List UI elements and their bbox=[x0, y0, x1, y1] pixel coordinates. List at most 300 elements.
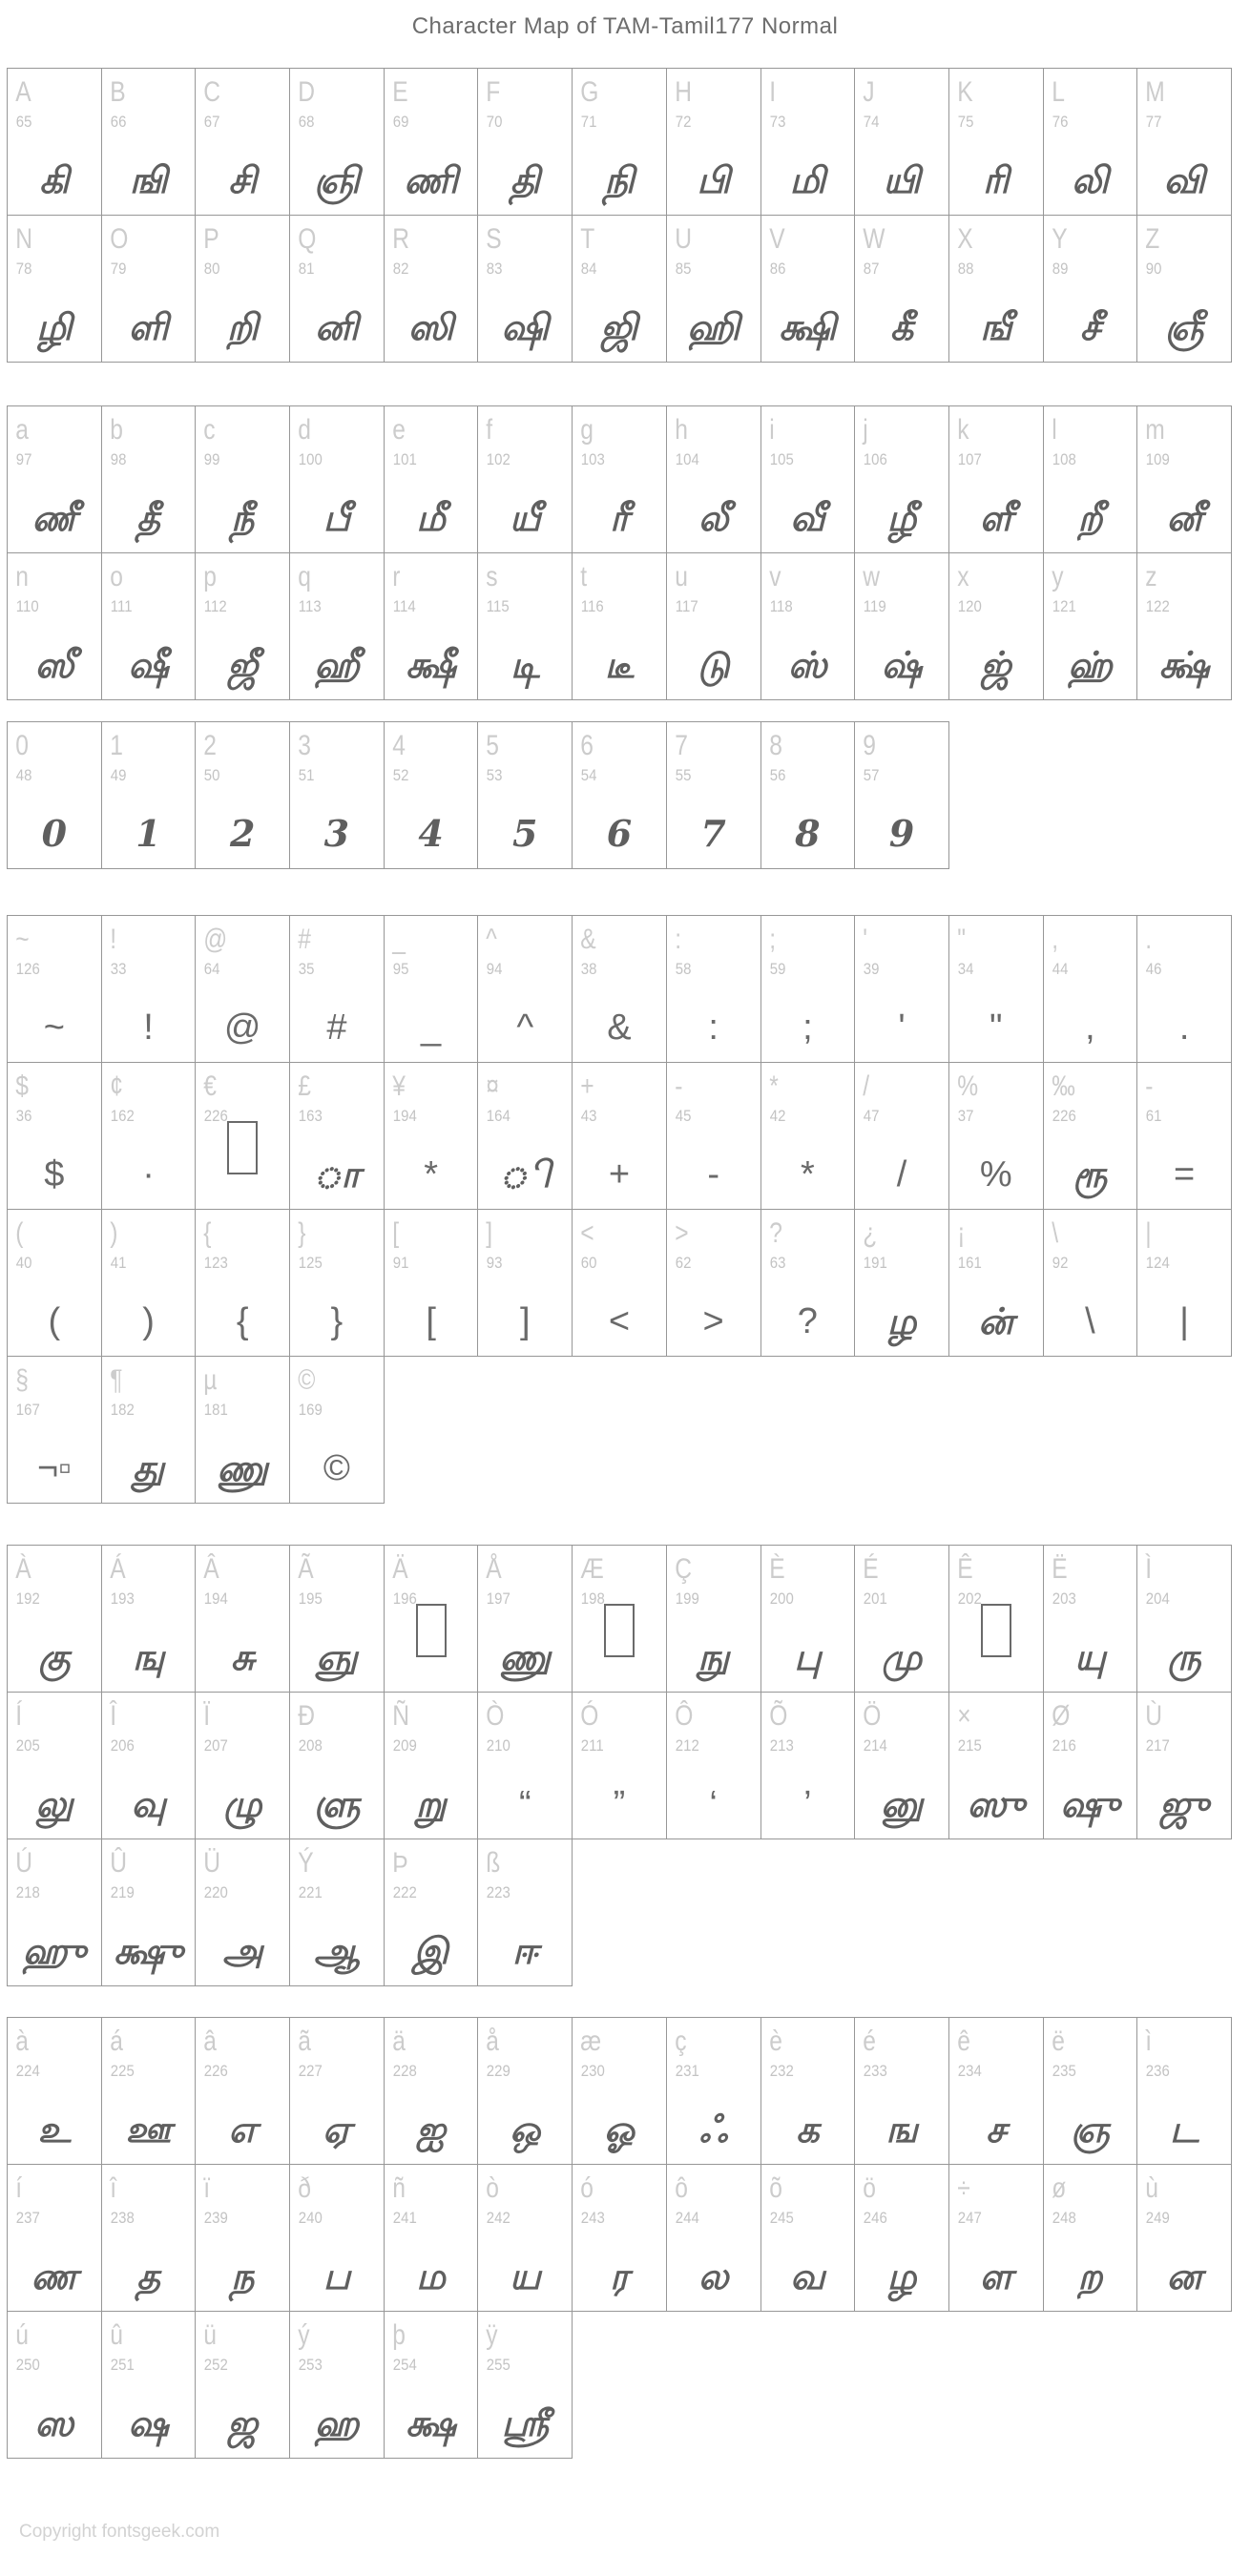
cell-char-label: > bbox=[675, 1217, 689, 1249]
cell-char-label: õ bbox=[768, 2172, 782, 2204]
cell-glyph: ஞு bbox=[316, 1635, 358, 1678]
charmap-cell bbox=[854, 2164, 949, 2312]
cell-code: 109 bbox=[1146, 450, 1171, 468]
cell-glyph: ஹு bbox=[22, 1929, 86, 1972]
charmap-cell bbox=[1043, 1209, 1138, 1357]
charmap-cell bbox=[7, 68, 102, 216]
charmap-cell bbox=[7, 1692, 102, 1839]
cell-code: 108 bbox=[1052, 450, 1076, 468]
cell-glyph: சு bbox=[230, 1635, 255, 1678]
cell-glyph: சீ bbox=[1079, 305, 1100, 348]
cell-code: 61 bbox=[1146, 1107, 1162, 1125]
grid-row bbox=[7, 915, 1250, 1063]
charmap-cell bbox=[101, 1209, 197, 1357]
cell-code: 59 bbox=[769, 960, 785, 978]
cell-glyph: நீ bbox=[231, 496, 255, 539]
cell-char-label: â bbox=[203, 2025, 218, 2057]
charmap-cell bbox=[572, 1545, 667, 1693]
charmap-cell bbox=[948, 1062, 1044, 1210]
cell-code: 90 bbox=[1146, 260, 1162, 278]
cell-code: 62 bbox=[675, 1254, 692, 1272]
charmap-cell bbox=[101, 215, 197, 363]
cell-glyph: ணு bbox=[217, 1446, 268, 1489]
cell-glyph: ழி bbox=[36, 305, 73, 348]
cell-code: 99 bbox=[204, 450, 220, 468]
charmap-cell bbox=[7, 1839, 102, 1986]
cell-char-label: ó bbox=[580, 2172, 594, 2204]
cell-code: 226 bbox=[204, 1107, 229, 1125]
cell-char-label: o bbox=[109, 561, 123, 592]
cell-glyph: யீ bbox=[509, 496, 541, 539]
charmap-cell bbox=[384, 915, 479, 1063]
cell-char-label: È bbox=[768, 1553, 785, 1585]
cell-char-label: U bbox=[675, 223, 692, 255]
cell-code: 110 bbox=[15, 597, 39, 615]
cell-code: 92 bbox=[1052, 1254, 1069, 1272]
cell-code: 238 bbox=[110, 2209, 135, 2227]
cell-code: 121 bbox=[1052, 597, 1076, 615]
charmap-cell bbox=[289, 2017, 385, 2165]
cell-char-label: Ø bbox=[1051, 1700, 1070, 1732]
cell-char-label: Y bbox=[1051, 223, 1068, 255]
cell-code: 229 bbox=[487, 2062, 511, 2080]
cell-code: 199 bbox=[675, 1589, 699, 1608]
cell-char-label: Ì bbox=[1145, 1553, 1153, 1585]
cell-glyph: ஜி bbox=[600, 305, 638, 348]
cell-code: 78 bbox=[15, 260, 32, 278]
cell-glyph: ¬▫ bbox=[37, 1448, 72, 1488]
cell-glyph: டீ bbox=[604, 643, 635, 686]
cell-glyph: ஒ bbox=[510, 2108, 541, 2150]
cell-char-label: Ë bbox=[1051, 1553, 1068, 1585]
grid-row bbox=[7, 2165, 1250, 2312]
grid-row bbox=[7, 1210, 1250, 1357]
cell-char-label: Å bbox=[486, 1553, 503, 1585]
cell-code: 162 bbox=[110, 1107, 135, 1125]
charmap-cell bbox=[1136, 2017, 1232, 2165]
cell-glyph: ஜு bbox=[1159, 1782, 1209, 1825]
cell-code: 206 bbox=[110, 1736, 135, 1755]
cell-code: 103 bbox=[580, 450, 605, 468]
cell-glyph: ஸி bbox=[407, 305, 454, 348]
cell-char-label: 5 bbox=[486, 730, 500, 761]
cell-glyph: யி bbox=[883, 158, 921, 201]
charmap-cell bbox=[948, 552, 1044, 700]
cell-char-label: ? bbox=[768, 1217, 782, 1249]
cell-code: 87 bbox=[863, 260, 880, 278]
cell-char-label: Ü bbox=[203, 1847, 221, 1879]
cell-glyph: ர bbox=[610, 2254, 629, 2297]
grid-lowercase-letters bbox=[7, 405, 1250, 700]
cell-glyph: ஸ்ரீ bbox=[501, 2401, 549, 2444]
cell-code: 79 bbox=[110, 260, 127, 278]
charmap-cell bbox=[289, 1839, 385, 1986]
charmap-cell bbox=[572, 1062, 667, 1210]
cell-char-label: & bbox=[580, 924, 596, 955]
cell-char-label: ( bbox=[15, 1217, 24, 1249]
charmap-cell bbox=[1136, 1692, 1232, 1839]
cell-code: 48 bbox=[15, 766, 32, 784]
charmap-cell bbox=[384, 215, 479, 363]
charmap-cell bbox=[7, 405, 102, 553]
cell-glyph: · bbox=[142, 1154, 155, 1195]
charmap-cell bbox=[760, 1209, 856, 1357]
cell-glyph: ஹ bbox=[314, 2401, 360, 2444]
page-title: Character Map of TAM-Tamil177 Normal bbox=[411, 13, 839, 39]
cell-char-label: § bbox=[15, 1364, 29, 1396]
cell-char-label: d bbox=[298, 414, 311, 446]
cell-glyph: ^ bbox=[516, 1008, 534, 1048]
cell-code: 106 bbox=[863, 450, 887, 468]
cell-char-label: ß bbox=[486, 1847, 501, 1879]
cell-code: 93 bbox=[487, 1254, 503, 1272]
cell-char-label: N bbox=[15, 223, 32, 255]
charmap-cell bbox=[477, 721, 573, 869]
charmap-cell bbox=[572, 68, 667, 216]
cell-code: 208 bbox=[298, 1736, 323, 1755]
charmap-cell bbox=[760, 721, 856, 869]
cell-glyph: ஜீ bbox=[227, 643, 259, 686]
cell-glyph: ஸு bbox=[967, 1782, 1025, 1825]
charmap-cell bbox=[101, 721, 197, 869]
charmap-cell bbox=[477, 915, 573, 1063]
cell-char-label: m bbox=[1145, 414, 1165, 446]
cell-char-label: ê bbox=[957, 2025, 970, 2057]
charmap-cell bbox=[477, 2311, 573, 2459]
cell-char-label: ¤ bbox=[486, 1070, 500, 1102]
cell-char-label: ÿ bbox=[486, 2319, 498, 2351]
cell-char-label: 8 bbox=[768, 730, 782, 761]
charmap-cell bbox=[666, 915, 761, 1063]
cell-char-label: Ý bbox=[298, 1847, 314, 1879]
cell-char-label: ÷ bbox=[957, 2172, 970, 2204]
cell-char-label: I bbox=[768, 76, 776, 108]
cell-code: 252 bbox=[204, 2356, 229, 2374]
cell-code: 231 bbox=[675, 2062, 699, 2080]
charmap-cell bbox=[195, 2164, 290, 2312]
cell-char-label: e bbox=[391, 414, 406, 446]
charmap-cell bbox=[289, 405, 385, 553]
cell-char-label: f bbox=[486, 414, 493, 446]
grid-row bbox=[7, 721, 1250, 869]
charmap-cell bbox=[195, 552, 290, 700]
charmap-cell bbox=[7, 2017, 102, 2165]
cell-code: 118 bbox=[769, 597, 793, 615]
cell-code: 169 bbox=[298, 1401, 323, 1419]
charmap-cell bbox=[948, 2164, 1044, 2312]
cell-char-label: ò bbox=[486, 2172, 500, 2204]
charmap-cell bbox=[477, 1545, 573, 1693]
cell-char-label: h bbox=[675, 414, 688, 446]
charmap-cell bbox=[1043, 405, 1138, 553]
cell-glyph: ப bbox=[323, 2254, 351, 2297]
charmap-cell bbox=[948, 915, 1044, 1063]
charmap-cell bbox=[7, 1356, 102, 1504]
cell-char-label: é bbox=[863, 2025, 877, 2057]
cell-char-label: ¡ bbox=[957, 1217, 966, 1249]
cell-code: 81 bbox=[298, 260, 315, 278]
cell-char-label: @ bbox=[203, 924, 228, 955]
charmap-cell bbox=[948, 2017, 1044, 2165]
cell-code: 245 bbox=[769, 2209, 794, 2227]
cell-code: 84 bbox=[580, 260, 597, 278]
cell-code: 210 bbox=[487, 1736, 511, 1755]
cell-code: 55 bbox=[675, 766, 692, 784]
cell-glyph: க்ஷீ bbox=[406, 643, 456, 686]
cell-code: 232 bbox=[769, 2062, 794, 2080]
cell-glyph: ந bbox=[231, 2254, 255, 2297]
charmap-cell bbox=[384, 1545, 479, 1693]
cell-code: 212 bbox=[675, 1736, 699, 1755]
cell-code: 85 bbox=[675, 260, 692, 278]
cell-char-label: , bbox=[1051, 924, 1058, 955]
cell-char-label: ü bbox=[203, 2319, 218, 2351]
cell-code: 223 bbox=[487, 1883, 511, 1901]
cell-glyph: * bbox=[800, 1154, 815, 1195]
cell-char-label: ã bbox=[298, 2025, 311, 2057]
cell-glyph: வி bbox=[1163, 158, 1205, 201]
cell-code: 221 bbox=[298, 1883, 323, 1901]
cell-code: 253 bbox=[298, 2356, 323, 2374]
charmap-cell bbox=[384, 552, 479, 700]
charmap-cell bbox=[7, 2164, 102, 2312]
charmap-cell bbox=[1043, 68, 1138, 216]
cell-char-label: Û bbox=[109, 1847, 127, 1879]
cell-char-label: T bbox=[580, 223, 595, 255]
cell-code: 205 bbox=[15, 1736, 40, 1755]
cell-glyph: க bbox=[796, 2108, 820, 2150]
cell-glyph: ஞ bbox=[1070, 2108, 1110, 2150]
charmap-cell bbox=[948, 405, 1044, 553]
cell-glyph: ' bbox=[898, 1008, 906, 1048]
cell-char-label: b bbox=[109, 414, 123, 446]
cell-code: 36 bbox=[15, 1107, 32, 1125]
charmap-cell bbox=[7, 1062, 102, 1210]
cell-glyph: ஷி bbox=[501, 305, 550, 348]
cell-char-label: ñ bbox=[391, 2172, 406, 2204]
charmap-cell bbox=[760, 1062, 856, 1210]
cell-code: 182 bbox=[110, 1401, 135, 1419]
cell-glyph: து bbox=[133, 1446, 164, 1489]
charmap-cell bbox=[101, 68, 197, 216]
cell-char-label: . bbox=[1145, 924, 1153, 955]
cell-glyph: எ bbox=[228, 2108, 258, 2150]
cell-glyph: டி bbox=[510, 643, 540, 686]
cell-glyph: மி bbox=[789, 158, 826, 201]
cell-code: 219 bbox=[110, 1883, 135, 1901]
cell-code: 234 bbox=[957, 2062, 982, 2080]
cell-code: 254 bbox=[392, 2356, 417, 2374]
cell-code: 94 bbox=[487, 960, 503, 978]
cell-code: 50 bbox=[204, 766, 220, 784]
charmap-cell bbox=[854, 1062, 949, 1210]
cell-glyph: க்ஷ bbox=[406, 2401, 456, 2444]
cell-code: 101 bbox=[392, 450, 417, 468]
cell-char-label: Q bbox=[298, 223, 317, 255]
charmap-cell bbox=[7, 915, 102, 1063]
cell-code: 237 bbox=[15, 2209, 40, 2227]
cell-glyph: ய bbox=[509, 2254, 541, 2297]
grid-uppercase-letters bbox=[7, 68, 1250, 363]
cell-char-label: P bbox=[203, 223, 219, 255]
cell-char-label: s bbox=[486, 561, 498, 592]
cell-char-label: ú bbox=[15, 2319, 29, 2351]
cell-code: 228 bbox=[392, 2062, 417, 2080]
cell-char-label: ) bbox=[109, 1217, 118, 1249]
cell-code: 197 bbox=[487, 1589, 511, 1608]
grid-punctuation-symbols bbox=[7, 915, 1250, 1504]
charmap-cell bbox=[666, 68, 761, 216]
charmap-cell bbox=[1136, 552, 1232, 700]
cell-char-label: " bbox=[957, 924, 966, 955]
charmap-cell bbox=[384, 1839, 479, 1986]
charmap-cell bbox=[7, 2311, 102, 2459]
grid-row bbox=[7, 1063, 1250, 1210]
cell-glyph: க்ஷ் bbox=[1158, 643, 1210, 686]
charmap-cell bbox=[1043, 2164, 1138, 2312]
cell-glyph: ஙு bbox=[132, 1635, 165, 1678]
cell-code: 191 bbox=[863, 1254, 887, 1272]
grid-lowercase-accented bbox=[7, 2017, 1250, 2459]
cell-char-label: V bbox=[768, 223, 785, 255]
charmap-cell bbox=[195, 1209, 290, 1357]
cell-code: 200 bbox=[769, 1589, 794, 1608]
cell-code: 64 bbox=[204, 960, 220, 978]
charmap-cell bbox=[572, 1692, 667, 1839]
cell-code: 119 bbox=[863, 597, 886, 615]
cell-code: 213 bbox=[769, 1736, 794, 1755]
cell-glyph: னீ bbox=[1166, 496, 1202, 539]
cell-code: 53 bbox=[487, 766, 503, 784]
charmap-cell bbox=[760, 405, 856, 553]
charmap-cell bbox=[1136, 68, 1232, 216]
cell-char-label: Í bbox=[15, 1700, 23, 1732]
cell-char-label: 6 bbox=[580, 730, 594, 761]
cell-glyph: { bbox=[236, 1301, 249, 1341]
cell-char-label: u bbox=[675, 561, 688, 592]
cell-code: 242 bbox=[487, 2209, 511, 2227]
charmap-cell bbox=[1043, 215, 1138, 363]
charmap-cell bbox=[477, 68, 573, 216]
cell-glyph: னி bbox=[315, 305, 359, 348]
charmap-cell bbox=[854, 1545, 949, 1693]
cell-glyph: ஜ bbox=[227, 2401, 259, 2444]
cell-glyph: ரி bbox=[983, 158, 1010, 201]
cell-glyph: ஏ bbox=[323, 2108, 351, 2150]
charmap-cell bbox=[477, 1062, 573, 1210]
cell-glyph: உ bbox=[37, 2108, 72, 2150]
charmap-cell bbox=[289, 1356, 385, 1504]
cell-glyph: றீ bbox=[1077, 496, 1103, 539]
charmap-cell bbox=[384, 405, 479, 553]
cell-glyph: ) bbox=[142, 1301, 155, 1341]
cell-glyph: ண bbox=[31, 2254, 78, 2297]
cell-char-label: ~ bbox=[15, 924, 30, 955]
charmap-cell bbox=[384, 1209, 479, 1357]
cell-glyph: ஃ bbox=[698, 2108, 728, 2150]
charmap-cell bbox=[384, 2017, 479, 2165]
charmap-cell bbox=[760, 215, 856, 363]
cell-glyph: @ bbox=[223, 1008, 261, 1048]
cell-char-label: æ bbox=[580, 2025, 602, 2057]
cell-glyph: ! bbox=[143, 1008, 154, 1048]
cell-char-label: £ bbox=[298, 1070, 311, 1102]
cell-glyph: ன bbox=[1166, 2254, 1202, 2297]
cell-code: 107 bbox=[957, 450, 982, 468]
charmap-cell bbox=[101, 2017, 197, 2165]
charmap-cell bbox=[1136, 215, 1232, 363]
cell-char-label: l bbox=[1051, 414, 1057, 446]
cell-char-label: å bbox=[486, 2025, 500, 2057]
charmap-cell bbox=[195, 405, 290, 553]
charmap-cell bbox=[854, 215, 949, 363]
cell-glyph: வ bbox=[790, 2254, 825, 2297]
cell-code: 125 bbox=[298, 1254, 323, 1272]
charmap-cell bbox=[1043, 915, 1138, 1063]
cell-char-label: O bbox=[109, 223, 129, 255]
charmap-cell bbox=[7, 552, 102, 700]
cell-char-label: v bbox=[768, 561, 781, 592]
cell-glyph: கி bbox=[39, 158, 70, 201]
cell-code: 63 bbox=[769, 1254, 785, 1272]
cell-glyph: ஜ் bbox=[980, 643, 1011, 686]
cell-glyph: பு bbox=[794, 1635, 822, 1678]
cell-glyph: } bbox=[330, 1301, 344, 1341]
cell-glyph: ஹீ bbox=[314, 643, 360, 686]
charmap-cell bbox=[572, 2017, 667, 2165]
cell-code: 100 bbox=[298, 450, 323, 468]
cell-glyph: ~ bbox=[43, 1008, 65, 1048]
cell-char-label: S bbox=[486, 223, 503, 255]
cell-code: 88 bbox=[957, 260, 974, 278]
cell-code: 86 bbox=[769, 260, 785, 278]
cell-char-label: ¢ bbox=[109, 1070, 123, 1102]
charmap-cell bbox=[666, 1692, 761, 1839]
cell-glyph: ஐ bbox=[416, 2108, 446, 2150]
cell-char-label: < bbox=[580, 1217, 594, 1249]
charmap-cell bbox=[666, 1545, 761, 1693]
cell-code: 56 bbox=[769, 766, 785, 784]
charmap-cell bbox=[1136, 405, 1232, 553]
cell-code: 226 bbox=[204, 2062, 229, 2080]
grid-row bbox=[7, 1545, 1250, 1693]
cell-char-label: î bbox=[109, 2172, 116, 2204]
cell-glyph: ஹ் bbox=[1068, 643, 1113, 686]
charmap-cell bbox=[384, 1692, 479, 1839]
cell-glyph: © bbox=[323, 1448, 350, 1488]
cell-char-label: 2 bbox=[203, 730, 218, 761]
grid-digits bbox=[7, 721, 1250, 869]
cell-code: 224 bbox=[15, 2062, 40, 2080]
cell-code: 105 bbox=[769, 450, 794, 468]
cell-char-label: B bbox=[109, 76, 126, 108]
cell-glyph: ஷு bbox=[1060, 1782, 1120, 1825]
cell-code: 116 bbox=[580, 597, 604, 615]
charmap-cell bbox=[854, 1692, 949, 1839]
charmap-cell bbox=[195, 721, 290, 869]
cell-glyph: ணீ bbox=[31, 496, 77, 539]
cell-char-label: ô bbox=[675, 2172, 688, 2204]
charmap-cell bbox=[384, 68, 479, 216]
cell-code: 35 bbox=[298, 960, 315, 978]
cell-glyph: # bbox=[326, 1008, 347, 1048]
cell-glyph: அ bbox=[222, 1929, 263, 1972]
cell-char-label: { bbox=[203, 1217, 212, 1249]
cell-glyph: வு bbox=[131, 1782, 166, 1825]
charmap-cell bbox=[477, 405, 573, 553]
cell-code: 167 bbox=[15, 1401, 40, 1419]
charmap-cell bbox=[1136, 2164, 1232, 2312]
